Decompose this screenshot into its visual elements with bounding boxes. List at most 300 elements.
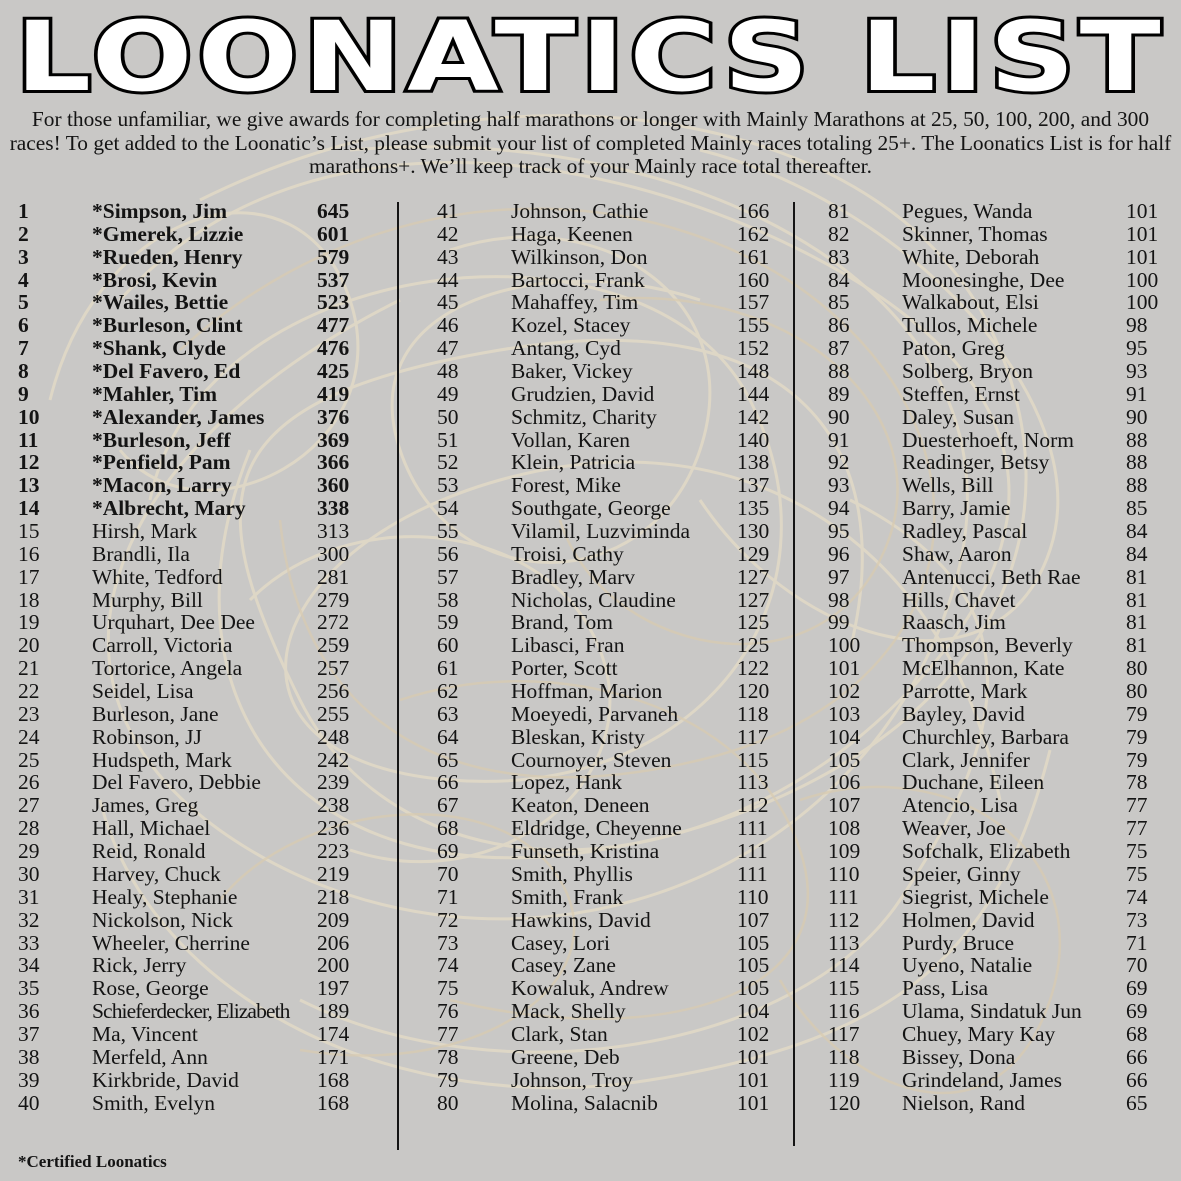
- list-row: [828, 451, 1173, 474]
- list-row: [828, 246, 1173, 269]
- race-count: 171: [317, 1044, 350, 1069]
- list-row: [828, 634, 1173, 657]
- rank-number: 12: [18, 450, 40, 475]
- race-count: 161: [737, 244, 770, 269]
- race-count: 65: [1126, 1090, 1148, 1115]
- runner-name: Hills, Chavet: [902, 587, 1016, 612]
- title-text: LOONATICS LIST: [15, 2, 1166, 102]
- list-row: [18, 383, 378, 406]
- race-count: 125: [737, 610, 770, 635]
- race-count: 135: [737, 496, 770, 521]
- rank-number: 29: [18, 839, 40, 864]
- runner-name: Tullos, Michele: [902, 313, 1038, 338]
- race-count: 360: [317, 473, 350, 498]
- list-row: [437, 817, 782, 840]
- race-count: 81: [1126, 610, 1148, 635]
- runner-name: Wilkinson, Don: [511, 244, 648, 269]
- runner-name: Brand, Tom: [511, 610, 614, 635]
- race-count: 209: [317, 907, 350, 932]
- runner-name: *Rueden, Henry: [92, 244, 243, 269]
- rank-number: 68: [437, 816, 459, 841]
- runner-name: Molina, Salacnib: [511, 1090, 658, 1115]
- list-row: [18, 611, 378, 634]
- list-row: [18, 977, 378, 1000]
- rank-number: 37: [18, 1021, 40, 1046]
- rank-number: 87: [828, 336, 850, 361]
- rank-number: 117: [828, 1021, 860, 1046]
- runner-name: Atencio, Lisa: [902, 793, 1018, 818]
- rank-number: 16: [18, 541, 40, 566]
- list-row: [437, 589, 782, 612]
- race-count: 111: [737, 839, 768, 864]
- rank-number: 52: [437, 450, 459, 475]
- race-count: 160: [737, 267, 770, 292]
- race-count: 144: [737, 381, 770, 406]
- race-count: 313: [317, 519, 350, 544]
- list-row: [18, 337, 378, 360]
- rank-number: 43: [437, 244, 459, 269]
- runner-name: Paton, Greg: [902, 336, 1005, 361]
- race-count: 66: [1126, 1067, 1148, 1092]
- race-count: 80: [1126, 679, 1148, 704]
- race-count: 168: [317, 1090, 350, 1115]
- race-count: 279: [317, 587, 350, 612]
- list-row: [437, 520, 782, 543]
- runner-name: Moeyedi, Parvaneh: [511, 701, 679, 726]
- list-row: [437, 749, 782, 772]
- rank-number: 106: [828, 770, 861, 795]
- race-count: 101: [737, 1067, 770, 1092]
- rank-number: 6: [18, 313, 29, 338]
- list-row: [18, 817, 378, 840]
- runner-name: Shaw, Aaron: [902, 541, 1012, 566]
- race-count: 79: [1126, 724, 1148, 749]
- list-row: [18, 429, 378, 452]
- list-row: [18, 863, 378, 886]
- rank-number: 100: [828, 633, 861, 658]
- runner-name: Mahaffey, Tim: [511, 290, 639, 315]
- rank-number: 67: [437, 793, 459, 818]
- runner-name: Smith, Frank: [511, 884, 624, 909]
- list-row: [437, 543, 782, 566]
- race-count: 369: [317, 427, 350, 452]
- rank-number: 42: [437, 221, 459, 246]
- runner-name: Radley, Pascal: [902, 519, 1028, 544]
- list-row: [18, 589, 378, 612]
- runner-name: White, Deborah: [902, 244, 1040, 269]
- rank-number: 86: [828, 313, 850, 338]
- list-row: [437, 1092, 782, 1115]
- runner-name: Solberg, Bryon: [902, 359, 1033, 384]
- rank-number: 84: [828, 267, 850, 292]
- runner-name: Funseth, Kristina: [511, 839, 660, 864]
- list-row: [437, 954, 782, 977]
- race-count: 140: [737, 427, 770, 452]
- list-row: [828, 269, 1173, 292]
- runner-name: Brandli, Ila: [92, 541, 190, 566]
- runner-name: Urquhart, Dee Dee: [92, 610, 255, 635]
- runner-name: Walkabout, Elsi: [902, 290, 1039, 315]
- list-row: [828, 291, 1173, 314]
- runner-name: Steffen, Ernst: [902, 381, 1020, 406]
- list-row: [437, 932, 782, 955]
- rank-number: 35: [18, 976, 40, 1001]
- list-row: [18, 223, 378, 246]
- rank-number: 89: [828, 381, 850, 406]
- race-count: 601: [317, 221, 350, 246]
- runner-name: Troisi, Cathy: [511, 541, 624, 566]
- runner-name: *Mahler, Tim: [92, 381, 218, 406]
- rank-number: 5: [18, 290, 29, 315]
- rank-number: 58: [437, 587, 459, 612]
- list-row: [437, 771, 782, 794]
- list-row: [828, 566, 1173, 589]
- race-count: 66: [1126, 1044, 1148, 1069]
- list-row: [828, 817, 1173, 840]
- runner-name: *Wailes, Bettie: [92, 290, 229, 315]
- rank-number: 96: [828, 541, 850, 566]
- leaderboard-column-1: [18, 200, 378, 1114]
- rank-number: 120: [828, 1090, 861, 1115]
- rank-number: 19: [18, 610, 40, 635]
- list-row: [437, 611, 782, 634]
- race-count: 75: [1126, 861, 1148, 886]
- list-row: [437, 977, 782, 1000]
- rank-number: 65: [437, 747, 459, 772]
- race-count: 80: [1126, 656, 1148, 681]
- runner-name: Kowaluk, Andrew: [511, 976, 669, 1001]
- runner-name: *Gmerek, Lizzie: [92, 221, 244, 246]
- runner-name: *Albrecht, Mary: [92, 496, 246, 521]
- list-row: [437, 863, 782, 886]
- race-count: 579: [317, 244, 350, 269]
- race-count: 125: [737, 633, 770, 658]
- runner-name: Healy, Stephanie: [92, 884, 238, 909]
- race-count: 425: [317, 359, 350, 384]
- list-row: [828, 977, 1173, 1000]
- leaderboard-column-2: [437, 200, 782, 1114]
- list-row: [437, 840, 782, 863]
- rank-number: 91: [828, 427, 850, 452]
- rank-number: 28: [18, 816, 40, 841]
- list-row: [437, 383, 782, 406]
- rank-number: 107: [828, 793, 861, 818]
- list-row: [828, 497, 1173, 520]
- rank-number: 111: [828, 884, 859, 909]
- list-row: [18, 657, 378, 680]
- rank-number: 82: [828, 221, 850, 246]
- list-row: [828, 749, 1173, 772]
- list-row: [828, 1000, 1173, 1023]
- rank-number: 60: [437, 633, 459, 658]
- rank-number: 11: [18, 427, 39, 452]
- list-row: [437, 314, 782, 337]
- runner-name: Schmitz, Charity: [511, 404, 657, 429]
- rank-number: 36: [18, 999, 40, 1024]
- runner-name: James, Greg: [92, 793, 199, 818]
- race-count: 84: [1126, 541, 1148, 566]
- runner-name: Nicholas, Claudine: [511, 587, 676, 612]
- race-count: 256: [317, 679, 350, 704]
- runner-name: Hirsh, Mark: [92, 519, 198, 544]
- race-count: 236: [317, 816, 350, 841]
- runner-name: Antenucci, Beth Rae: [902, 564, 1081, 589]
- rank-number: 74: [437, 953, 459, 978]
- runner-name: *Del Favero, Ed: [92, 359, 241, 384]
- list-row: [828, 909, 1173, 932]
- race-count: 90: [1126, 404, 1148, 429]
- runner-name: Churchley, Barbara: [902, 724, 1069, 749]
- list-row: [437, 909, 782, 932]
- runner-name: Ulama, Sindatuk Jun: [902, 999, 1082, 1024]
- list-row: [18, 246, 378, 269]
- runner-name: Eldridge, Cheyenne: [511, 816, 682, 841]
- race-count: 78: [1126, 770, 1148, 795]
- rank-number: 81: [828, 199, 850, 223]
- list-row: [18, 200, 378, 223]
- runner-name: Smith, Evelyn: [92, 1090, 216, 1115]
- race-count: 77: [1126, 816, 1148, 841]
- race-count: 107: [737, 907, 770, 932]
- list-row: [828, 589, 1173, 612]
- race-count: 366: [317, 450, 350, 475]
- rank-number: 119: [828, 1067, 860, 1092]
- rank-number: 99: [828, 610, 850, 635]
- race-count: 91: [1126, 381, 1148, 406]
- list-row: [437, 726, 782, 749]
- race-count: 85: [1126, 496, 1148, 521]
- race-count: 300: [317, 541, 350, 566]
- race-count: 95: [1126, 336, 1148, 361]
- rank-number: 17: [18, 564, 40, 589]
- race-count: 77: [1126, 793, 1148, 818]
- race-count: 130: [737, 519, 770, 544]
- list-row: [828, 406, 1173, 429]
- runner-name: Johnson, Cathie: [511, 199, 649, 223]
- list-row: [18, 314, 378, 337]
- rank-number: 51: [437, 427, 459, 452]
- list-row: [437, 886, 782, 909]
- race-count: 118: [737, 701, 769, 726]
- runner-name: Ma, Vincent: [92, 1021, 198, 1046]
- race-count: 257: [317, 656, 350, 681]
- runner-name: Lopez, Hank: [511, 770, 623, 795]
- race-count: 100: [1126, 290, 1159, 315]
- runner-name: Rick, Jerry: [92, 953, 187, 978]
- rank-number: 75: [437, 976, 459, 1001]
- race-count: 197: [317, 976, 350, 1001]
- rank-number: 4: [18, 267, 29, 292]
- runner-name: Wells, Bill: [902, 473, 994, 498]
- race-count: 523: [317, 290, 350, 315]
- race-count: 148: [737, 359, 770, 384]
- rank-number: 64: [437, 724, 459, 749]
- runner-name: *Alexander, James: [92, 404, 265, 429]
- rank-number: 90: [828, 404, 850, 429]
- list-row: [18, 703, 378, 726]
- runner-name: Haga, Keenen: [511, 221, 633, 246]
- list-row: [828, 657, 1173, 680]
- rank-number: 34: [18, 953, 40, 978]
- list-row: [18, 680, 378, 703]
- race-count: 105: [737, 953, 770, 978]
- rank-number: 101: [828, 656, 861, 681]
- runner-name: Carroll, Victoria: [92, 633, 233, 658]
- list-row: [18, 1000, 378, 1023]
- race-count: 281: [317, 564, 350, 589]
- runner-name: Skinner, Thomas: [902, 221, 1048, 246]
- rank-number: 95: [828, 519, 850, 544]
- race-count: 223: [317, 839, 350, 864]
- list-row: [18, 474, 378, 497]
- race-count: 84: [1126, 519, 1148, 544]
- race-count: 93: [1126, 359, 1148, 384]
- race-count: 75: [1126, 839, 1148, 864]
- runner-name: Uyeno, Natalie: [902, 953, 1033, 978]
- rank-number: 56: [437, 541, 459, 566]
- runner-name: Readinger, Betsy: [902, 450, 1050, 475]
- race-count: 152: [737, 336, 770, 361]
- runner-name: Casey, Lori: [511, 930, 610, 955]
- rank-number: 72: [437, 907, 459, 932]
- runner-name: Bartocci, Frank: [511, 267, 645, 292]
- race-count: 166: [737, 199, 770, 223]
- runner-name: Thompson, Beverly: [902, 633, 1073, 658]
- list-row: [437, 223, 782, 246]
- list-row: [437, 429, 782, 452]
- list-row: [437, 566, 782, 589]
- runner-name: Del Favero, Debbie: [92, 770, 261, 795]
- race-count: 115: [737, 747, 769, 772]
- race-count: 68: [1126, 1021, 1148, 1046]
- runner-name: Greene, Deb: [511, 1044, 620, 1069]
- list-row: [828, 794, 1173, 817]
- list-row: [437, 1000, 782, 1023]
- race-count: 100: [1126, 267, 1159, 292]
- rank-number: 22: [18, 679, 40, 704]
- runner-name: Siegrist, Michele: [902, 884, 1049, 909]
- rank-number: 93: [828, 473, 850, 498]
- list-row: [828, 314, 1173, 337]
- rank-number: 116: [828, 999, 860, 1024]
- list-row: [18, 543, 378, 566]
- race-count: 101: [737, 1090, 770, 1115]
- runner-name: Duesterhoeft, Norm: [902, 427, 1074, 452]
- runner-name: Keaton, Deneen: [511, 793, 650, 818]
- runner-name: Barry, Jamie: [902, 496, 1011, 521]
- list-row: [828, 1046, 1173, 1069]
- list-row: [437, 291, 782, 314]
- list-row: [437, 474, 782, 497]
- rank-number: 94: [828, 496, 850, 521]
- list-row: [828, 863, 1173, 886]
- runner-name: Hawkins, David: [511, 907, 651, 932]
- race-count: 189: [317, 999, 350, 1024]
- list-row: [828, 543, 1173, 566]
- runner-name: Duchane, Eileen: [902, 770, 1045, 795]
- runner-name: *Shank, Clyde: [92, 336, 226, 361]
- runner-name: Baker, Vickey: [511, 359, 633, 384]
- rank-number: 14: [18, 496, 40, 521]
- rank-number: 48: [437, 359, 459, 384]
- race-count: 102: [737, 1021, 770, 1046]
- runner-name: Johnson, Troy: [511, 1067, 633, 1092]
- race-count: 74: [1126, 884, 1148, 909]
- runner-name: Porter, Scott: [511, 656, 618, 681]
- list-row: [828, 337, 1173, 360]
- list-row: [828, 383, 1173, 406]
- runner-name: Mack, Shelly: [511, 999, 626, 1024]
- list-row: [828, 954, 1173, 977]
- race-count: 168: [317, 1067, 350, 1092]
- race-count: 218: [317, 884, 350, 909]
- rank-number: 1: [18, 199, 29, 223]
- runner-name: Vollan, Karen: [511, 427, 631, 452]
- race-count: 101: [1126, 244, 1159, 269]
- rank-number: 112: [828, 907, 860, 932]
- race-count: 137: [737, 473, 770, 498]
- rank-number: 108: [828, 816, 861, 841]
- runner-name: Murphy, Bill: [92, 587, 203, 612]
- runner-name: Holmen, David: [902, 907, 1035, 932]
- rank-number: 27: [18, 793, 40, 818]
- runner-name: Bradley, Marv: [511, 564, 635, 589]
- list-row: [828, 1069, 1173, 1092]
- rank-number: 77: [437, 1021, 459, 1046]
- list-row: [437, 269, 782, 292]
- list-row: [18, 771, 378, 794]
- rank-number: 102: [828, 679, 861, 704]
- list-row: [828, 703, 1173, 726]
- list-row: [18, 726, 378, 749]
- list-row: [18, 291, 378, 314]
- race-count: 162: [737, 221, 770, 246]
- race-count: 155: [737, 313, 770, 338]
- race-count: 219: [317, 861, 350, 886]
- list-row: [437, 634, 782, 657]
- rank-number: 40: [18, 1090, 40, 1115]
- list-row: [828, 726, 1173, 749]
- list-row: [437, 703, 782, 726]
- rank-number: 3: [18, 244, 29, 269]
- rank-number: 21: [18, 656, 40, 681]
- list-row: [828, 886, 1173, 909]
- list-row: [18, 886, 378, 909]
- list-row: [828, 429, 1173, 452]
- race-count: 206: [317, 930, 350, 955]
- runner-name: Klein, Patricia: [511, 450, 636, 475]
- race-count: 73: [1126, 907, 1148, 932]
- list-row: [828, 474, 1173, 497]
- race-count: 272: [317, 610, 350, 635]
- runner-name: Weaver, Joe: [902, 816, 1006, 841]
- runner-name: McElhannon, Kate: [902, 656, 1065, 681]
- rank-number: 38: [18, 1044, 40, 1069]
- runner-name: Harvey, Chuck: [92, 861, 221, 886]
- race-count: 69: [1126, 976, 1148, 1001]
- runner-name: Nickolson, Nick: [92, 907, 233, 932]
- list-row: [437, 406, 782, 429]
- list-row: [18, 520, 378, 543]
- rank-number: 110: [828, 861, 860, 886]
- race-count: 113: [737, 770, 769, 795]
- race-count: 142: [737, 404, 770, 429]
- race-count: 248: [317, 724, 350, 749]
- list-row: [828, 360, 1173, 383]
- rank-number: 118: [828, 1044, 860, 1069]
- race-count: 242: [317, 747, 350, 772]
- race-count: 200: [317, 953, 350, 978]
